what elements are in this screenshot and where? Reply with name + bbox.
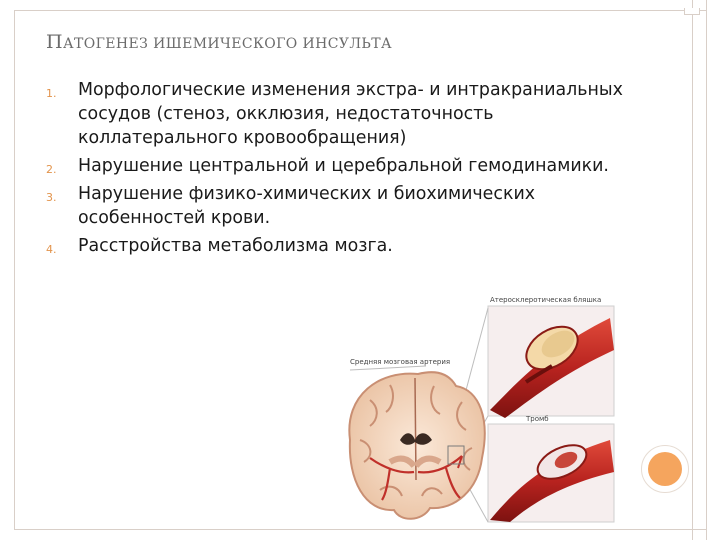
- list-number: 1.: [46, 87, 57, 100]
- numbered-list: [46, 78, 646, 262]
- frame-right-line: [692, 0, 693, 540]
- list-number: 4.: [46, 243, 57, 256]
- title-initial: П: [46, 31, 63, 53]
- plaque-label: Атеросклеротическая бляшка: [490, 296, 602, 304]
- accent-circle-fill: [648, 452, 682, 486]
- frame-right-outer-line: [706, 0, 707, 540]
- list-item: [46, 78, 646, 150]
- list-item: [46, 182, 646, 230]
- list-item: [46, 234, 646, 258]
- list-item: [46, 154, 646, 178]
- thrombus-label: Тромб: [526, 415, 549, 423]
- list-text: Нарушение физико-химических и биохимических особенностей крови.: [78, 184, 536, 228]
- frame-notch: [684, 8, 700, 15]
- frame-left-line: [14, 10, 15, 530]
- artery-label: Средняя мозговая артерия: [350, 358, 451, 366]
- brain-section: [349, 366, 484, 519]
- list-text: Расстройства метаболизма мозга.: [78, 236, 393, 256]
- list-number: 3.: [46, 191, 57, 204]
- slide-title: [46, 31, 392, 53]
- list-number: 2.: [46, 163, 57, 176]
- list-text: Нарушение центральной и церебральной гемодинамики.: [78, 156, 609, 176]
- title-rest: АТОГЕНЕЗ ИШЕМИЧЕСКОГО ИНСУЛЬТА: [62, 36, 393, 52]
- frame-top-line: [14, 10, 706, 11]
- list-text: Морфологические изменения экстра- и интракраниальных сосудов (стеноз, окклюзия, недостаточность коллатерального кровообращения): [78, 80, 623, 148]
- accent-circle: [641, 445, 689, 493]
- stroke-illustration: [330, 290, 630, 535]
